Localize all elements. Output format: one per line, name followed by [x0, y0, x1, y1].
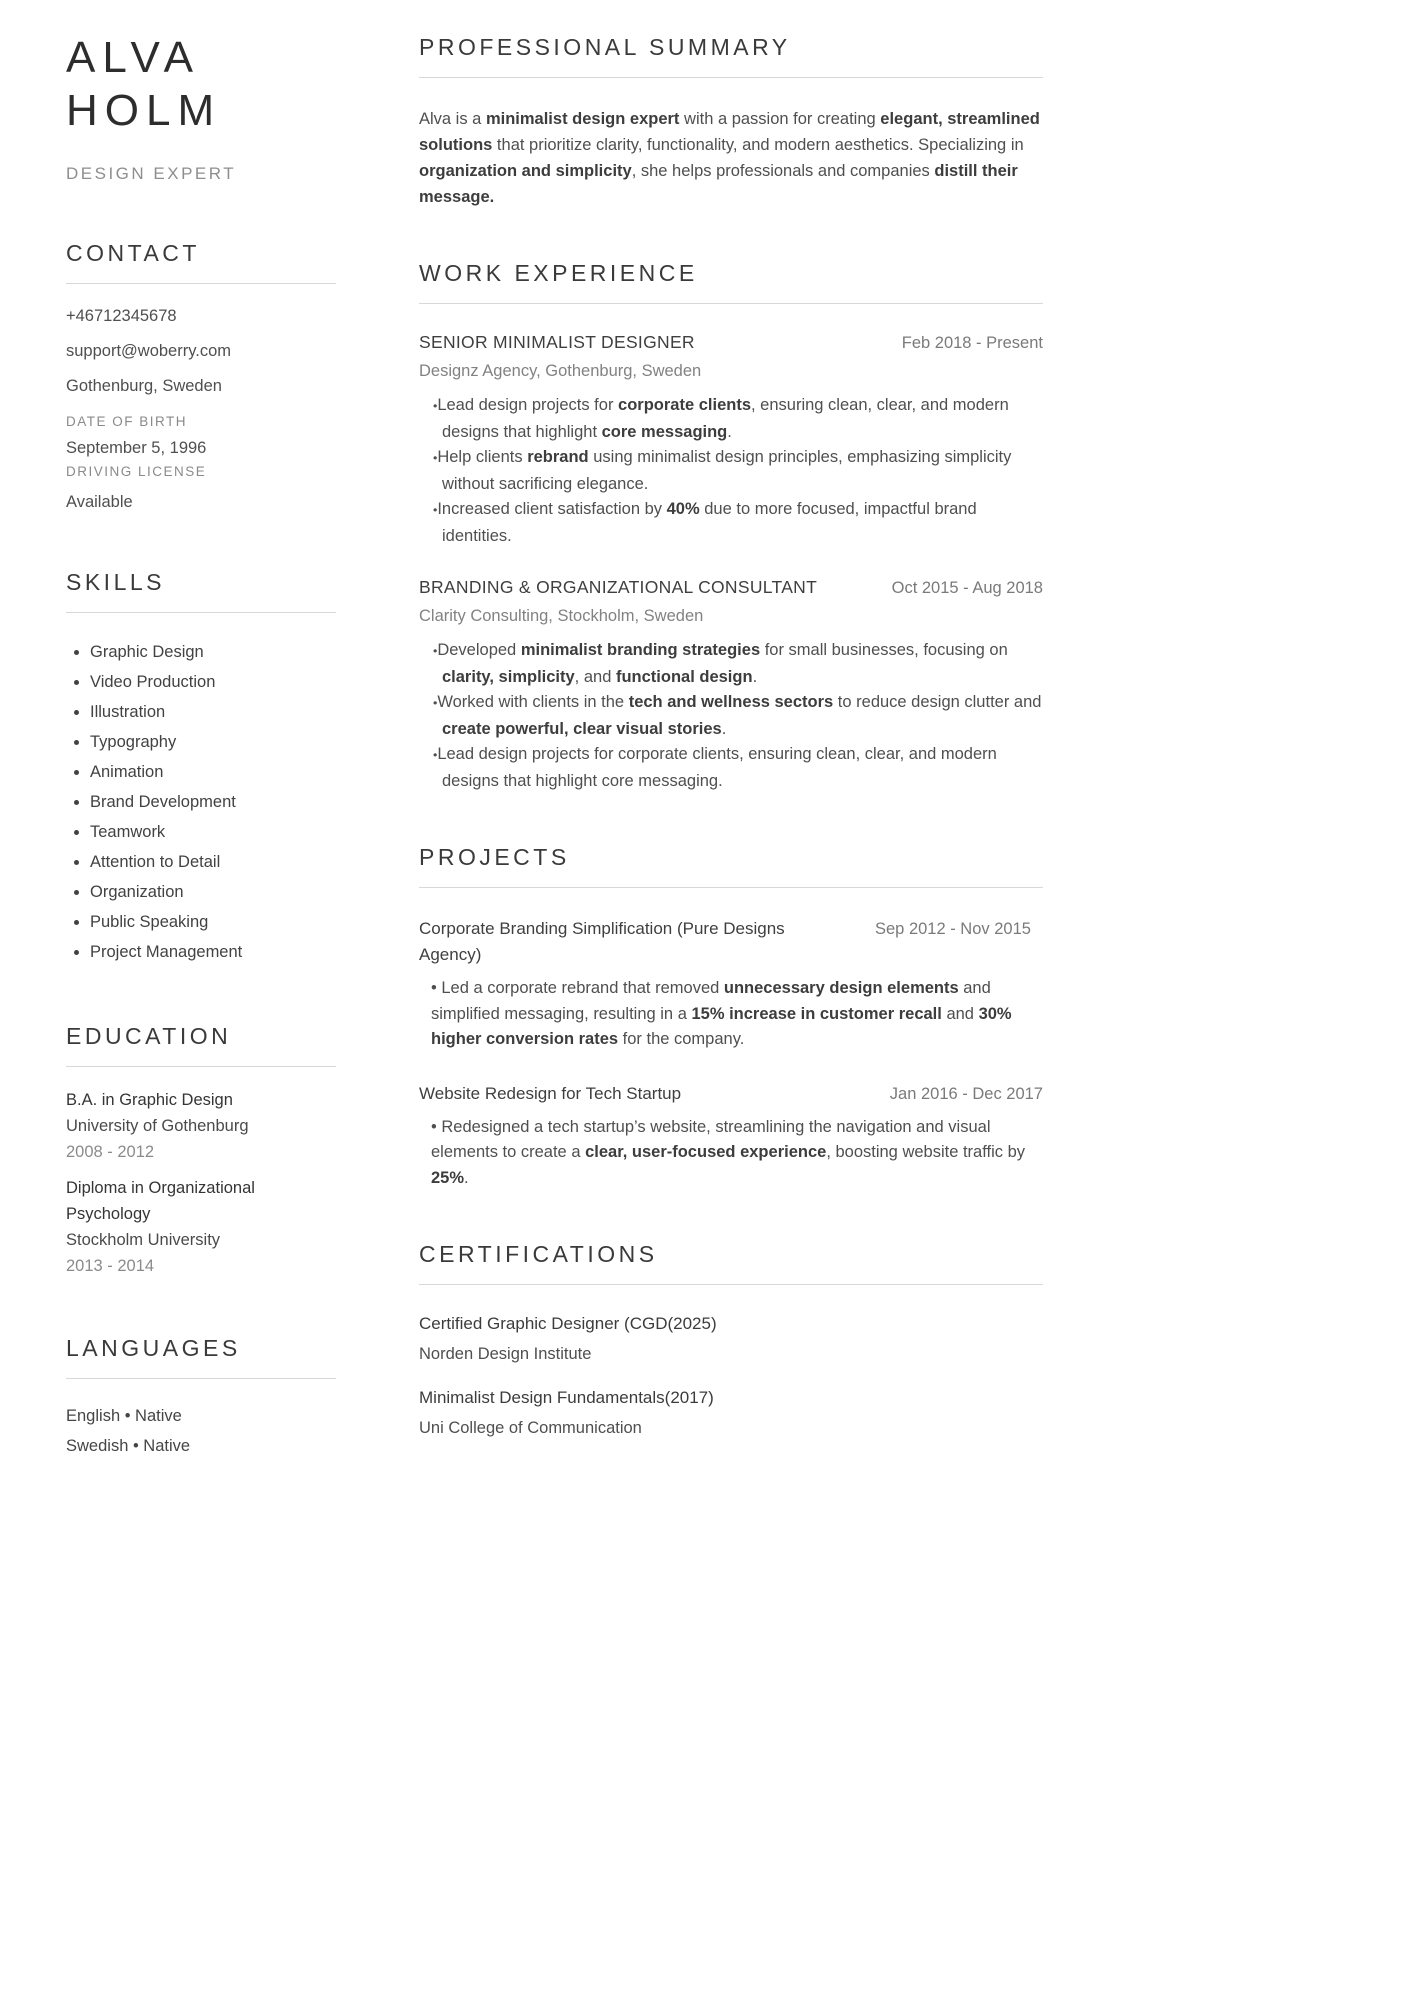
language-item: English • Native: [66, 1406, 182, 1425]
language-item: Swedish • Native: [66, 1436, 191, 1455]
skill-item: • Typography: [90, 727, 336, 757]
skill-item: • Graphic Design: [90, 637, 336, 667]
job-entry: [419, 577, 1043, 794]
project-dates: Sep 2012 - Nov 2015: [875, 920, 1031, 938]
certification-item: [419, 1383, 1043, 1443]
skill-item: • Organization: [90, 877, 336, 907]
job-bullets: [419, 393, 1043, 549]
projects-section: [419, 844, 1043, 1191]
skills-section: [66, 569, 336, 967]
certification-name: Certified Graphic Designer (CGD(2025): [419, 1314, 717, 1333]
job-entry: [419, 332, 1043, 549]
education-section: [66, 1023, 336, 1279]
job-bullet: • Worked with clients in the tech and wellness sectors to reduce design clutter and create powerful, clear visual stories.: [433, 690, 1043, 742]
certifications-list: [419, 1309, 1043, 1443]
license-label: DRIVING LICENSE: [66, 463, 207, 479]
job-title: SENIOR MINIMALIST DESIGNER: [419, 332, 695, 352]
education-degree: Diploma in Organizational Psychology: [66, 1178, 255, 1223]
project-dates: Jan 2016 - Dec 2017: [889, 1084, 1043, 1103]
summary-heading: PROFESSIONAL SUMMARY: [419, 34, 1043, 78]
job-header: [419, 577, 1043, 598]
sidebar: [66, 0, 336, 1461]
contact-list: [66, 306, 336, 513]
skill-item: • Animation: [90, 757, 336, 787]
name-line-1: ALVA: [66, 33, 200, 82]
project-bullet: • Redesigned a tech startup’s website, streamlining the navigation and visual elements to create a clear, user-focused experience, boosting website traffic by 25%.: [431, 1115, 1043, 1192]
project-title: Corporate Branding Simplification (Pure Designs Agency): [419, 919, 785, 964]
languages-section: [66, 1335, 336, 1461]
languages-list: [66, 1401, 336, 1461]
skill-item: • Attention to Detail: [90, 847, 336, 877]
contact-location: Gothenburg, Sweden: [66, 376, 222, 395]
education-heading: EDUCATION: [66, 1023, 336, 1067]
certification-item: [419, 1309, 1043, 1369]
languages-heading: LANGUAGES: [66, 1335, 336, 1379]
experience-heading: WORK EXPERIENCE: [419, 260, 1043, 304]
project-title: Website Redesign for Tech Startup: [419, 1083, 682, 1103]
education-list: [66, 1087, 336, 1279]
job-header: [419, 332, 1043, 353]
job-bullet: • Increased client satisfaction by 40% due to more focused, impactful brand identities.: [433, 497, 1043, 549]
project-header: [419, 916, 1043, 968]
certifications-heading: CERTIFICATIONS: [419, 1241, 1043, 1285]
education-school: University of Gothenburg: [66, 1116, 249, 1135]
job-company: Designz Agency, Gothenburg, Sweden: [419, 362, 702, 380]
contact-phone: +46712345678: [66, 306, 177, 325]
skills-heading: SKILLS: [66, 569, 336, 613]
resume-name: [66, 32, 336, 138]
skill-item: • Project Management: [90, 937, 336, 967]
job-bullet: • Developed minimalist branding strategies for small businesses, focusing on clarity, simplicity, and functional design.: [433, 638, 1043, 690]
job-bullet: • Lead design projects for corporate clients, ensuring clean, clear, and modern designs that highlight core messaging.: [433, 393, 1043, 445]
skill-item: • Illustration: [90, 697, 336, 727]
job-bullet: • Help clients rebrand using minimalist design principles, emphasizing simplicity without sacrificing elegance.: [433, 445, 1043, 497]
job-dates: Oct 2015 - Aug 2018: [891, 579, 1043, 597]
project-entry: [419, 1081, 1043, 1192]
certifications-section: [419, 1241, 1043, 1443]
education-school: Stockholm University: [66, 1230, 221, 1249]
education-dates: 2008 - 2012: [66, 1142, 155, 1161]
certification-name: Minimalist Design Fundamentals(2017): [419, 1388, 714, 1407]
skills-list: [66, 637, 336, 967]
certification-org: Norden Design Institute: [419, 1345, 592, 1363]
experience-section: [419, 260, 1043, 794]
project-entry: [419, 916, 1043, 1053]
contact-email: support@woberry.com: [66, 341, 231, 360]
dob-value: September 5, 1996: [66, 438, 207, 457]
contact-heading: CONTACT: [66, 240, 336, 284]
skill-item: • Video Production: [90, 667, 336, 697]
projects-heading: PROJECTS: [419, 844, 1043, 888]
skill-item: • Public Speaking: [90, 907, 336, 937]
job-dates: Feb 2018 - Present: [901, 334, 1043, 352]
job-company: Clarity Consulting, Stockholm, Sweden: [419, 607, 704, 625]
education-item: [66, 1087, 336, 1165]
education-degree: B.A. in Graphic Design: [66, 1090, 233, 1109]
role-title: DESIGN EXPERT: [66, 163, 237, 183]
job-bullet: • Lead design projects for corporate clients, ensuring clean, clear, and modern designs that highlight core messaging.: [433, 742, 1043, 794]
project-header: [419, 1081, 1043, 1107]
main-column: [419, 0, 1043, 1457]
skill-item: • Teamwork: [90, 817, 336, 847]
job-title: BRANDING & ORGANIZATIONAL CONSULTANT: [419, 577, 818, 597]
name-line-2: HOLM: [66, 85, 222, 135]
project-bullet: • Led a corporate rebrand that removed unnecessary design elements and simplified messaging, resulting in a 15% increase in customer recall and 30% higher conversion rates for the company.: [431, 976, 1043, 1053]
skill-item: • Brand Development: [90, 787, 336, 817]
dob-label: DATE OF BIRTH: [66, 413, 188, 429]
education-item: [66, 1175, 336, 1279]
job-bullets: [419, 638, 1043, 794]
license-value: Available: [66, 492, 133, 511]
contact-section: [66, 240, 336, 513]
education-dates: 2013 - 2014: [66, 1256, 155, 1275]
certification-org: Uni College of Communication: [419, 1419, 642, 1437]
summary-text: Alva is a minimalist design expert with a passion for creating elegant, streamlined solutions that prioritize clarity, functionality, and modern aesthetics. Specializing in organization and simplicity, she helps professionals and companies distill their message.: [419, 110, 1040, 206]
summary-section: [419, 34, 1043, 210]
